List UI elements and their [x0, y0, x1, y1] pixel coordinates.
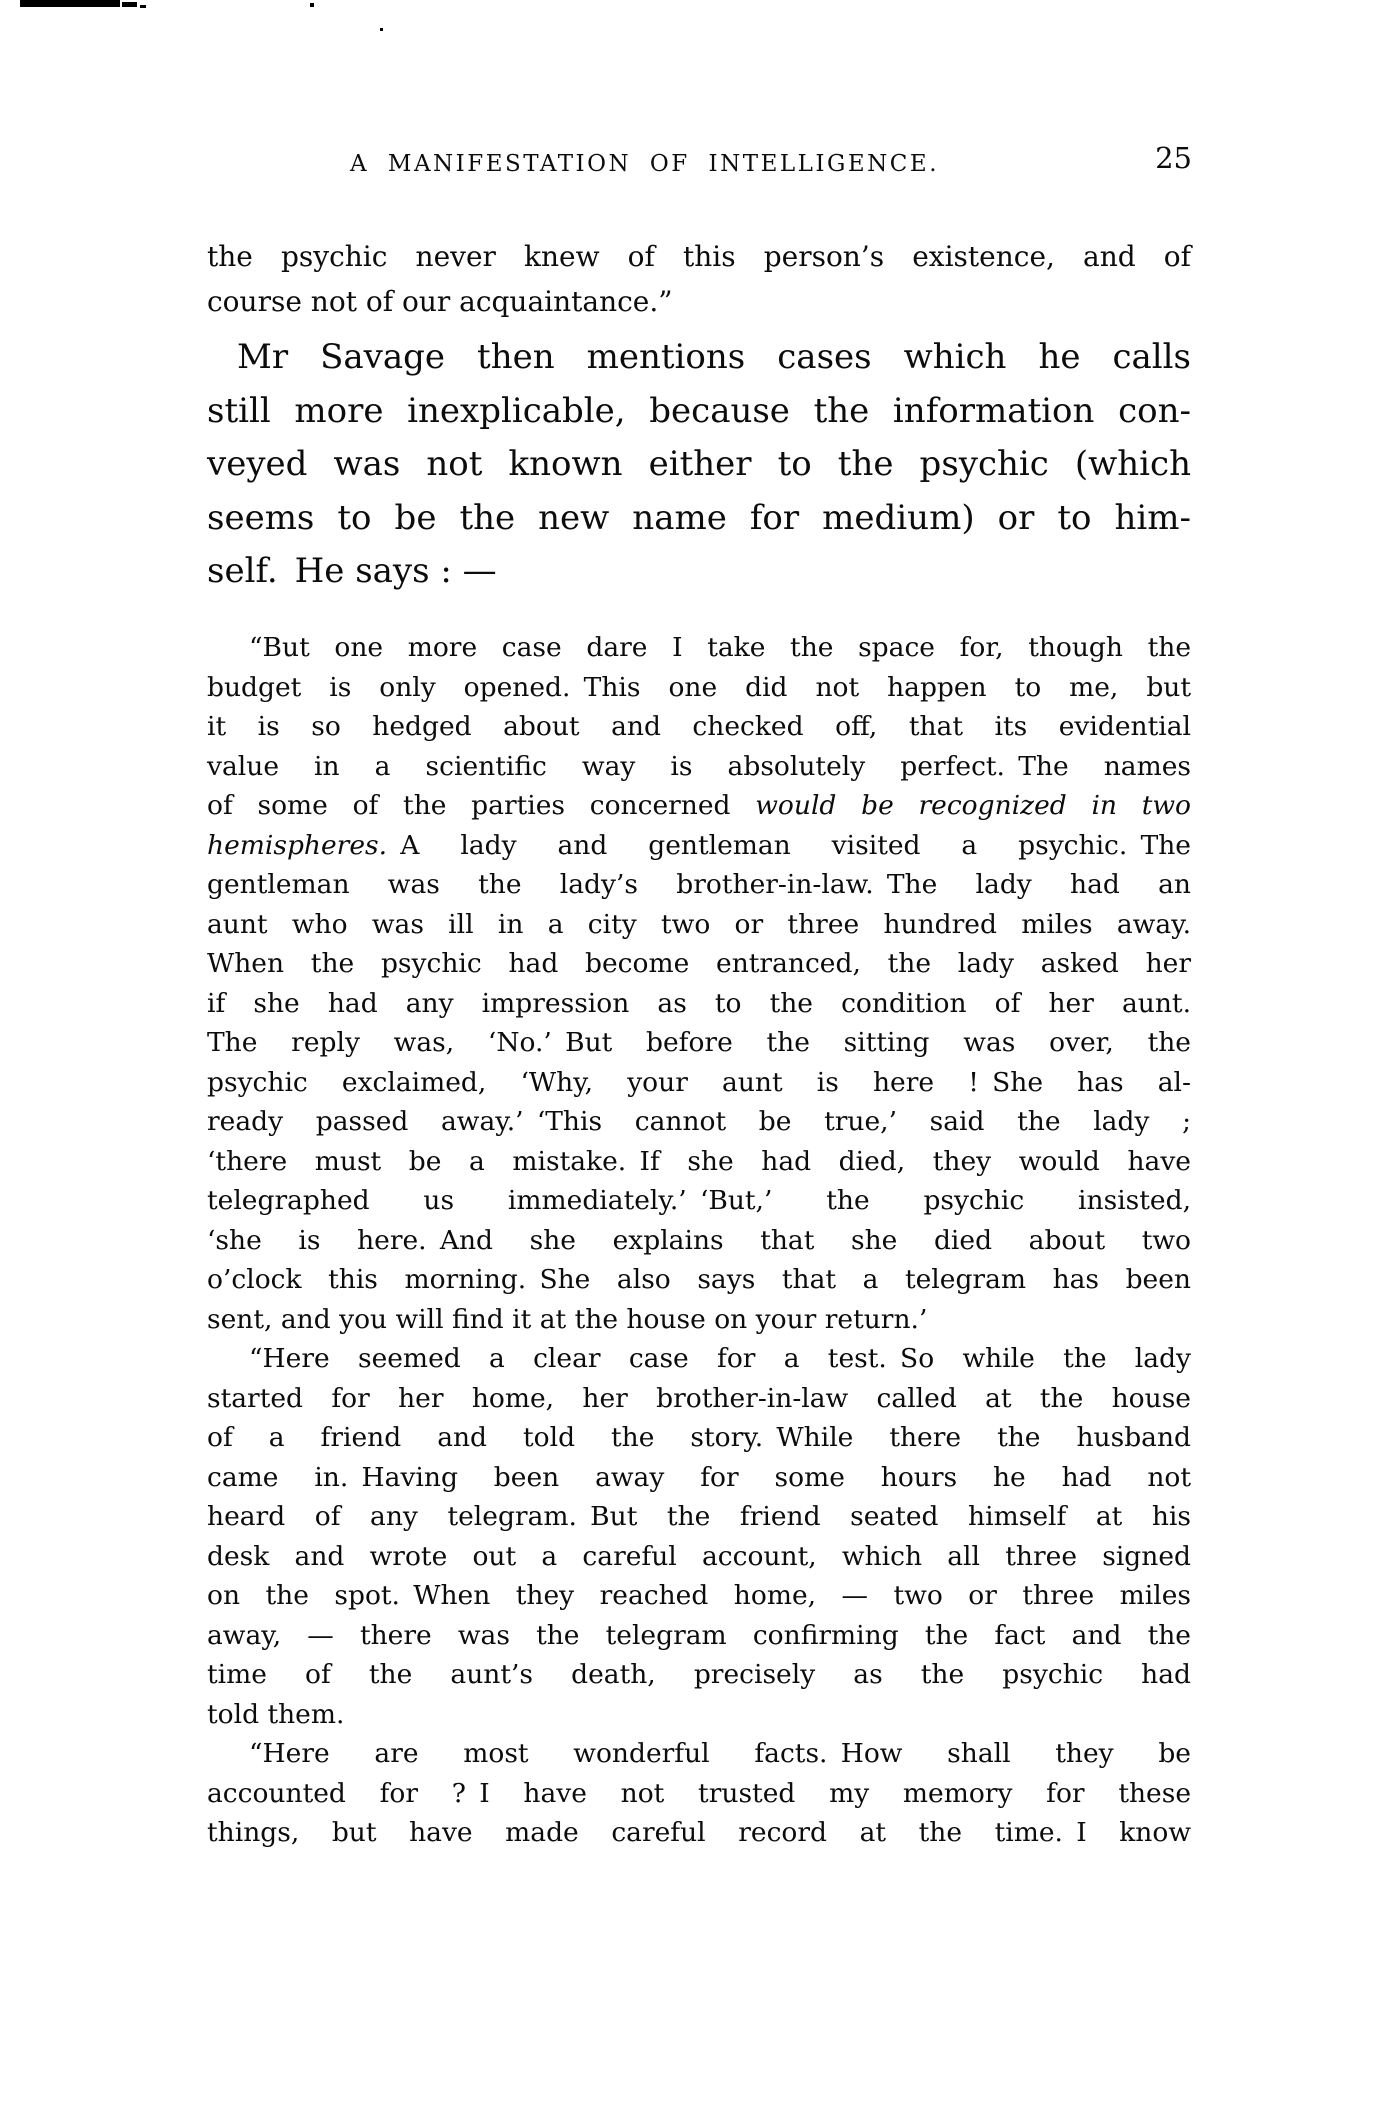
- text-line: still more inexplicable, because the information con-: [207, 390, 1191, 431]
- text-line: “Here are most wonderful facts. How shall they be: [249, 1738, 1191, 1769]
- text-line: Mr Savage then mentions cases which he calls: [237, 337, 1191, 377]
- scan-artifact-dot: [310, 3, 314, 7]
- text-line: veyed was not known either to the psychic (which: [207, 444, 1191, 484]
- text-line: hemispheres. A lady and gentleman visited a psychic. The: [207, 829, 1191, 861]
- text-line: When the psychic had become entranced, the lady asked her: [207, 948, 1191, 979]
- running-head-wrap: [207, 151, 1192, 177]
- text-line: self. He says : —: [207, 551, 497, 591]
- paragraph-savage: [207, 331, 1191, 599]
- text-line: “Here seemed a clear case for a test. So while the lady: [249, 1343, 1191, 1374]
- text-line: o’clock this morning. She also says that a telegram has been: [207, 1264, 1191, 1295]
- text-line: “But one more case dare I take the space for, though the: [249, 632, 1191, 663]
- text-line: of some of the parties concerned would be recognized in two: [207, 790, 1192, 821]
- text-line: ‘she is here. And she explains that she died about two: [207, 1224, 1191, 1256]
- running-head-title: A MANIFESTATION OF INTELLIGENCE.: [349, 151, 940, 177]
- text-line: value in a scientific way is absolutely perfect. The names: [207, 750, 1191, 782]
- scan-artifact-bar: [20, 0, 120, 7]
- text-line: accounted for ? I have not trusted my memory for these: [207, 1777, 1191, 1809]
- text-line: away, — there was the telegram confirming the fact and the: [207, 1619, 1191, 1651]
- text-line: started for her home, her brother-in-law called at the house: [207, 1382, 1191, 1414]
- paragraph-continuation: [207, 234, 1191, 324]
- text-line: time of the aunt’s death, precisely as the psychic had: [207, 1659, 1191, 1690]
- text-line: things, but have made careful record at the time. I know: [207, 1817, 1191, 1848]
- text-line: course not of our acquaintance.”: [207, 285, 673, 318]
- page-header: [207, 141, 1192, 189]
- text-line: sent, and you will find it at the house on your return.’: [207, 1303, 928, 1335]
- text-line: aunt who was ill in a city two or three hundred miles away.: [207, 908, 1191, 940]
- text-line: psychic exclaimed, ‘Why, your aunt is here ! She has al-: [207, 1066, 1191, 1098]
- scan-artifact-speck: [140, 5, 146, 8]
- text-line: desk and wrote out a careful account, which all three signed: [207, 1540, 1191, 1572]
- scan-artifact-speck: [122, 2, 137, 7]
- text-line: telegraphed us immediately.’ ‘But,’ the psychic insisted,: [207, 1185, 1191, 1216]
- text-line: gentleman was the lady’s brother-in-law. The lady had an: [207, 869, 1191, 900]
- text-line: The reply was, ‘No.’ But before the sitting was over, the: [207, 1027, 1191, 1058]
- text-line: told them.: [207, 1698, 345, 1730]
- page-number: 25: [1155, 141, 1192, 175]
- text-line: on the spot. When they reached home, — two or three miles: [207, 1580, 1191, 1611]
- text-line: of a friend and told the story. While there the husband: [207, 1422, 1191, 1453]
- text-line: ready passed away.’ ‘This cannot be true,’ said the lady ;: [207, 1106, 1191, 1137]
- text-line: the psychic never knew of this person’s existence, and of: [207, 240, 1191, 273]
- text-line: heard of any telegram. But the friend seated himself at his: [207, 1501, 1191, 1532]
- text-line: if she had any impression as to the condition of her aunt.: [207, 987, 1191, 1019]
- text-line: it is so hedged about and checked off, that its evidential: [207, 711, 1191, 742]
- text-line: ‘there must be a mistake. If she had died, they would have: [207, 1145, 1191, 1177]
- paragraph-quotation: [207, 628, 1191, 1853]
- text-line: budget is only opened. This one did not happen to me, but: [207, 671, 1191, 703]
- text-line: seems to be the new name for medium) or to him-: [207, 497, 1191, 538]
- text-line: came in. Having been away for some hours he had not: [207, 1461, 1191, 1493]
- scan-artifact-dot: [380, 28, 383, 31]
